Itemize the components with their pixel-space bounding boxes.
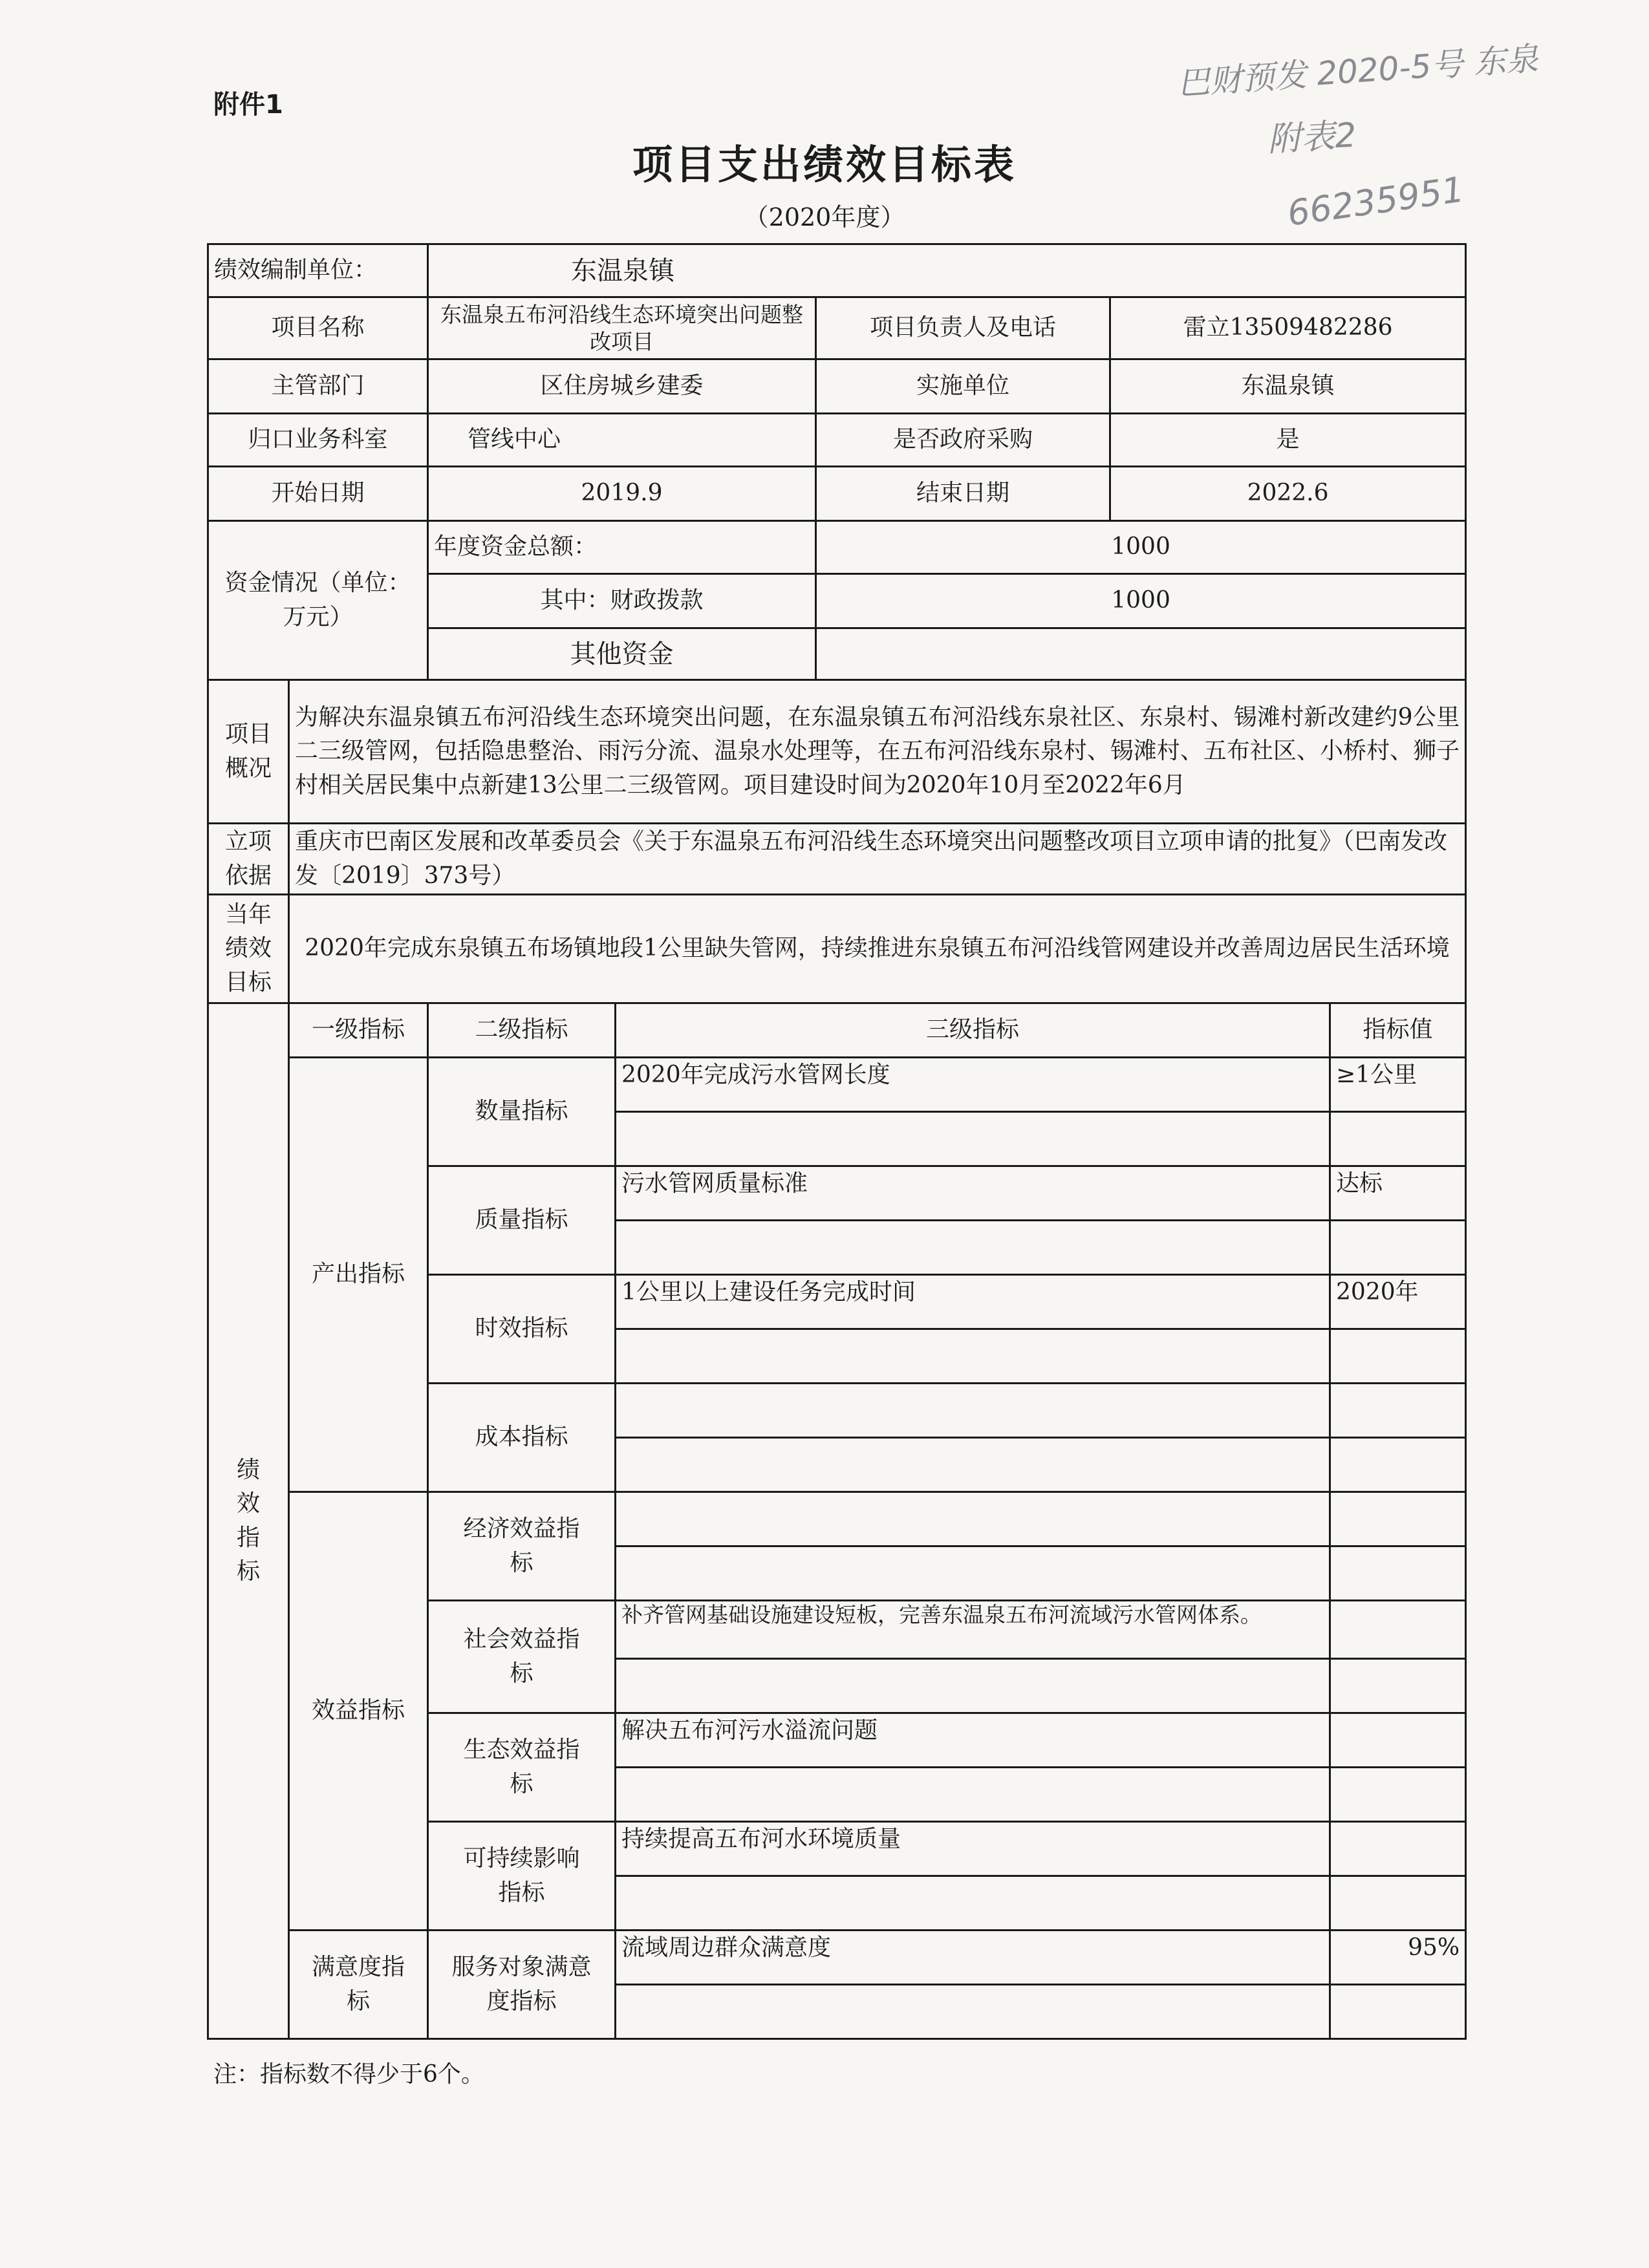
quality-value: 达标	[1330, 1166, 1466, 1221]
funds-fiscal-value: 1000	[816, 574, 1466, 628]
header-level3: 三级指标	[616, 1003, 1330, 1058]
handwritten-note-2: 附表2	[1266, 116, 1357, 160]
start-date-value: 2019.9	[428, 467, 816, 521]
empty-cell	[616, 1876, 1330, 1931]
funds-total-value: 1000	[816, 521, 1466, 574]
sustain-item: 持续提高五布河水环境质量	[616, 1822, 1330, 1876]
procurement-value: 是	[1110, 414, 1466, 467]
funds-label: 资金情况（单位：万元）	[208, 521, 428, 680]
row-economic-1	[208, 1492, 1466, 1546]
row-basis	[208, 824, 1466, 895]
sustain-label: 可持续影响指标	[428, 1822, 616, 1931]
empty-cell	[1330, 1601, 1466, 1659]
row-annual-goal	[208, 895, 1466, 1003]
quantity-item: 2020年完成污水管网长度	[616, 1058, 1330, 1112]
empty-cell	[1330, 1329, 1466, 1384]
empty-cell	[616, 1384, 1330, 1438]
benefit-indicator-label: 效益指标	[289, 1492, 428, 1931]
empty-cell	[1330, 1822, 1466, 1876]
timeliness-label: 时效指标	[428, 1275, 616, 1384]
social-item: 补齐管网基础设施建设短板，完善东温泉五布河流域污水管网体系。	[616, 1601, 1330, 1659]
end-date-value: 2022.6	[1110, 467, 1466, 521]
implementer-label: 实施单位	[816, 359, 1110, 414]
funds-other-label: 其他资金	[428, 628, 816, 680]
attachment-label: 附件1	[213, 90, 283, 120]
ecological-label: 生态效益指标	[428, 1713, 616, 1822]
empty-cell	[1330, 1492, 1466, 1546]
row-department	[208, 359, 1466, 414]
department-value: 区住房城乡建委	[428, 359, 816, 414]
performance-target-table	[207, 243, 1467, 2040]
empty-cell	[616, 1329, 1330, 1384]
funds-total-label: 年度资金总额：	[428, 521, 816, 574]
office-label: 归口业务科室	[208, 414, 428, 467]
project-name-value: 东温泉五布河沿线生态环境突出问题整改项目	[428, 297, 816, 359]
empty-cell	[1330, 1438, 1466, 1492]
end-date-label: 结束日期	[816, 467, 1110, 521]
goal-label: 当年绩效目标	[208, 895, 289, 1003]
empty-cell	[616, 1438, 1330, 1492]
service-label: 服务对象满意度指标	[428, 1931, 616, 2039]
row-office	[208, 414, 1466, 467]
empty-cell	[616, 1492, 1330, 1546]
handwritten-note-3: 66235951	[1284, 169, 1467, 234]
empty-cell	[616, 1768, 1330, 1822]
basis-text: 重庆市巴南区发展和改革委员会《关于东温泉五布河沿线生态环境突出问题整改项目立项申请的批复》（巴南发改发〔2019〕373号）	[289, 824, 1466, 895]
row-quantity-1	[208, 1058, 1466, 1112]
empty-cell	[1330, 1546, 1466, 1601]
handwritten-note-1: 巴财预发 2020-5号 东泉	[1176, 39, 1540, 103]
funds-fiscal-label: 其中：财政拨款	[428, 574, 816, 628]
overview-text: 为解决东温泉镇五布河沿线生态环境突出问题，在东温泉镇五布河沿线东泉社区、东泉村、锡滩村新改建约9公里二三级管网，包括隐患整治、雨污分流、温泉水处理等，在五布河沿线东泉村、锡滩村、五布社区、小桥村、狮子村相关居民集中点新建13公里二三级管网。项目建设时间为2020年10月至2022年6月	[289, 680, 1466, 824]
procurement-label: 是否政府采购	[816, 414, 1110, 467]
office-value: 管线中心	[428, 414, 816, 467]
service-value: 95%	[1330, 1931, 1466, 1985]
empty-cell	[1330, 1659, 1466, 1713]
department-label: 主管部门	[208, 359, 428, 414]
year-label: （2020年度）	[744, 203, 905, 231]
empty-cell	[616, 1546, 1330, 1601]
row-overview	[208, 680, 1466, 824]
empty-cell	[1330, 1713, 1466, 1768]
row-indicator-header	[208, 1003, 1466, 1058]
quantity-value: ≥1公里	[1330, 1058, 1466, 1112]
row-project-name	[208, 297, 1466, 359]
satisfaction-indicator-label: 满意度指标	[289, 1931, 428, 2039]
cost-label: 成本指标	[428, 1384, 616, 1492]
output-indicator-label: 产出指标	[289, 1058, 428, 1492]
empty-cell	[1330, 1876, 1466, 1931]
ecological-item: 解决五布河污水溢流问题	[616, 1713, 1330, 1768]
quantity-label: 数量指标	[428, 1058, 616, 1166]
empty-cell	[1330, 1768, 1466, 1822]
funds-other-value	[816, 628, 1466, 680]
overview-label: 项目概况	[208, 680, 289, 824]
economic-label: 经济效益指标	[428, 1492, 616, 1601]
goal-text: 2020年完成东泉镇五布场镇地段1公里缺失管网，持续推进东泉镇五布河沿线管网建设并改善周边居民生活环境	[289, 895, 1466, 1003]
implementer-value: 东温泉镇	[1110, 359, 1466, 414]
start-date-label: 开始日期	[208, 467, 428, 521]
header-value: 指标值	[1330, 1003, 1466, 1058]
empty-cell	[1330, 1112, 1466, 1166]
timeliness-item: 1公里以上建设任务完成时间	[616, 1275, 1330, 1329]
empty-cell	[616, 1112, 1330, 1166]
empty-cell	[1330, 1221, 1466, 1275]
row-satisfaction-1	[208, 1931, 1466, 1985]
indicators-section-label: 绩效指标	[208, 1003, 289, 2039]
unit-value: 东温泉镇	[428, 244, 1466, 297]
leader-value: 雷立13509482286	[1110, 297, 1466, 359]
header-level1: 一级指标	[289, 1003, 428, 1058]
timeliness-value: 2020年	[1330, 1275, 1466, 1329]
quality-label: 质量指标	[428, 1166, 616, 1275]
empty-cell	[616, 1221, 1330, 1275]
row-unit	[208, 244, 1466, 297]
row-dates	[208, 467, 1466, 521]
empty-cell	[616, 1659, 1330, 1713]
social-label: 社会效益指标	[428, 1601, 616, 1713]
empty-cell	[616, 1985, 1330, 2039]
basis-label: 立项依据	[208, 824, 289, 895]
footer-note: 注：指标数不得少于6个。	[213, 2061, 484, 2088]
unit-label: 绩效编制单位：	[208, 244, 428, 297]
leader-label: 项目负责人及电话	[816, 297, 1110, 359]
empty-cell	[1330, 1384, 1466, 1438]
quality-item: 污水管网质量标准	[616, 1166, 1330, 1221]
service-item: 流域周边群众满意度	[616, 1931, 1330, 1985]
project-name-label: 项目名称	[208, 297, 428, 359]
row-funds-total	[208, 521, 1466, 574]
page-title: 项目支出绩效目标表	[632, 141, 1017, 188]
header-level2: 二级指标	[428, 1003, 616, 1058]
empty-cell	[1330, 1985, 1466, 2039]
